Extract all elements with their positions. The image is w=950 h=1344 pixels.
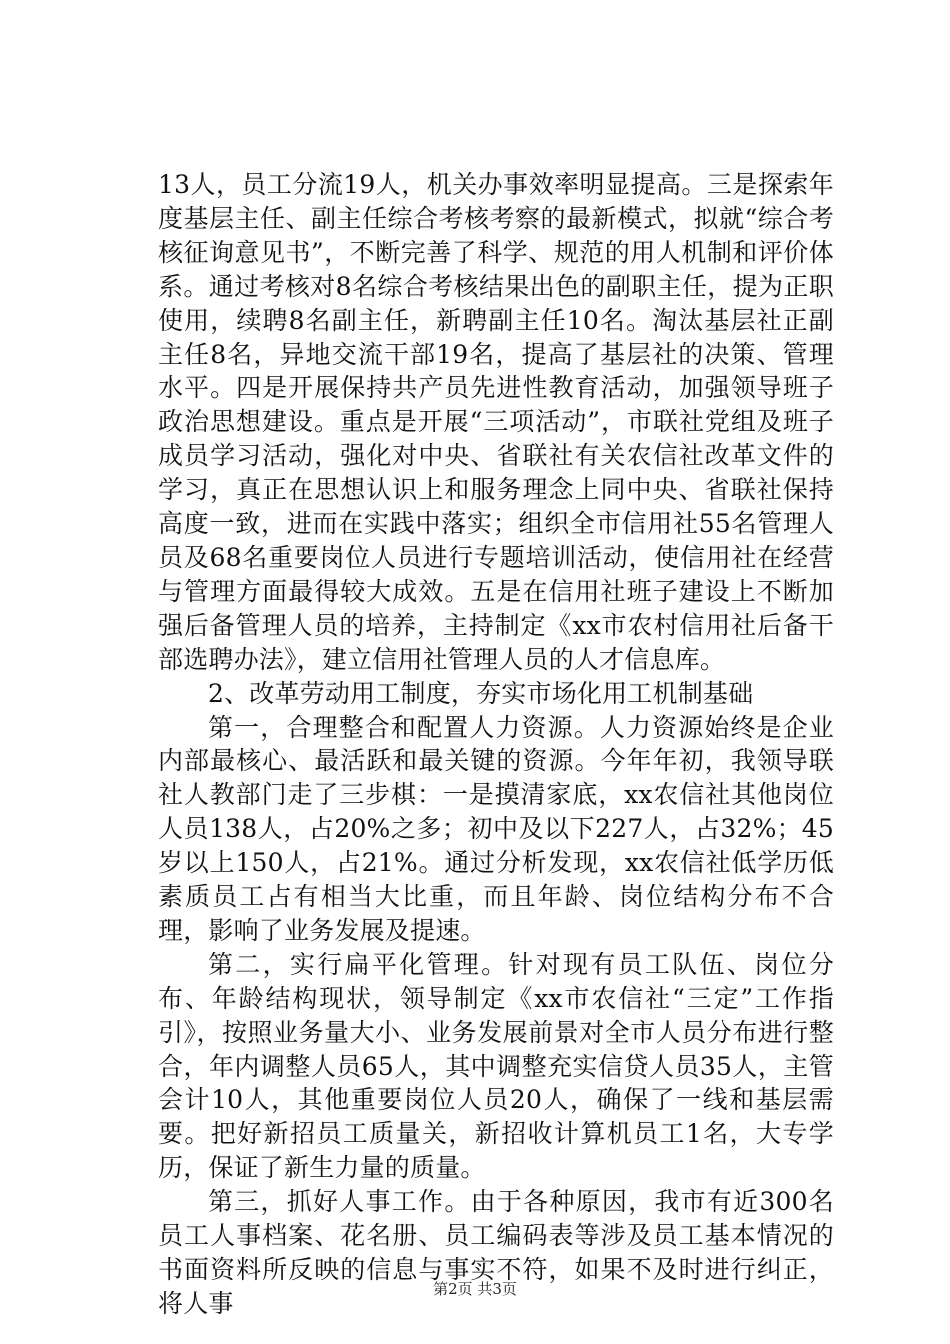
paragraph-first-item: 第一，合理整合和配置人力资源。人力资源始终是企业内部最核心、最活跃和最关键的资源。今年年初，我领导联社人教部门走了三步棋：一是摸清家底，xx农信社其他岗位人员138人，占20%之多；初中及以下227人，占32%；45岁以上150人，占21%。通过分析发现，xx农信社低学历低素质员工占有相当大比重，而且年龄、岗位结构分布不合理，影响了业务发展及提速。	[158, 712, 834, 945]
page-number-footer: 第2页 共3页	[433, 1280, 517, 1298]
paragraph-second-item: 第二，实行扁平化管理。针对现有员工队伍、岗位分布、年龄结构现状，领导制定《xx市农信社“三定”工作指引》，按照业务量大小、业务发展前景对全市人员分布进行整合，年内调整人员65人，其中调整充实信贷人员35人，主管会计10人，其他重要岗位人员20人，确保了一线和基层需要。把好新招员工质量关，新招收计算机员工1名，大专学历，保证了新生力量的质量。	[158, 949, 834, 1183]
document-body	[158, 168, 834, 1321]
section-heading-labor-system: 2、改革劳动用工制度，夯实市场化用工机制基础	[208, 678, 754, 708]
paragraph-third-item: 第三，抓好人事工作。由于各种原因，我市有近300名员工人事档案、花名册、员工编码表等涉及员工基本情况的书面资料所反映的信息与事实不符，如果不及时进行纠正，将人事	[158, 1187, 834, 1318]
paragraph-1: 13人，员工分流19人，机关办事效率明显提高。三是探索年度基层主任、副主任综合考核考察的最新模式，拟就“综合考核征询意见书”，不断完善了科学、规范的用人机制和评价体系。通过考核对8名综合考核结果出色的副职主任，提为正职使用，续聘8名副主任，新聘副主任10名。淘汰基层社正副主任8名，异地交流干部19名，提高了基层社的决策、管理水平。四是开展保持共产员先进性教育活动，加强领导班子政治思想建设。重点是开展“三项活动”，市联社党组及班子成员学习活动，强化对中央、省联社有关农信社改革文件的学习，真正在思想认识上和服务理念上同中央、省联社保持高度一致，进而在实践中落实；组织全市信用社55名管理人员及68名重要岗位人员进行专题培训活动，使信用社在经营与管理方面最得较大成效。五是在信用社班子建设上不断加强后备管理人员的培养，主持制定《xx市农村信用社后备干部选聘办法》，建立信用社管理人员的人才信息库。	[158, 170, 834, 674]
